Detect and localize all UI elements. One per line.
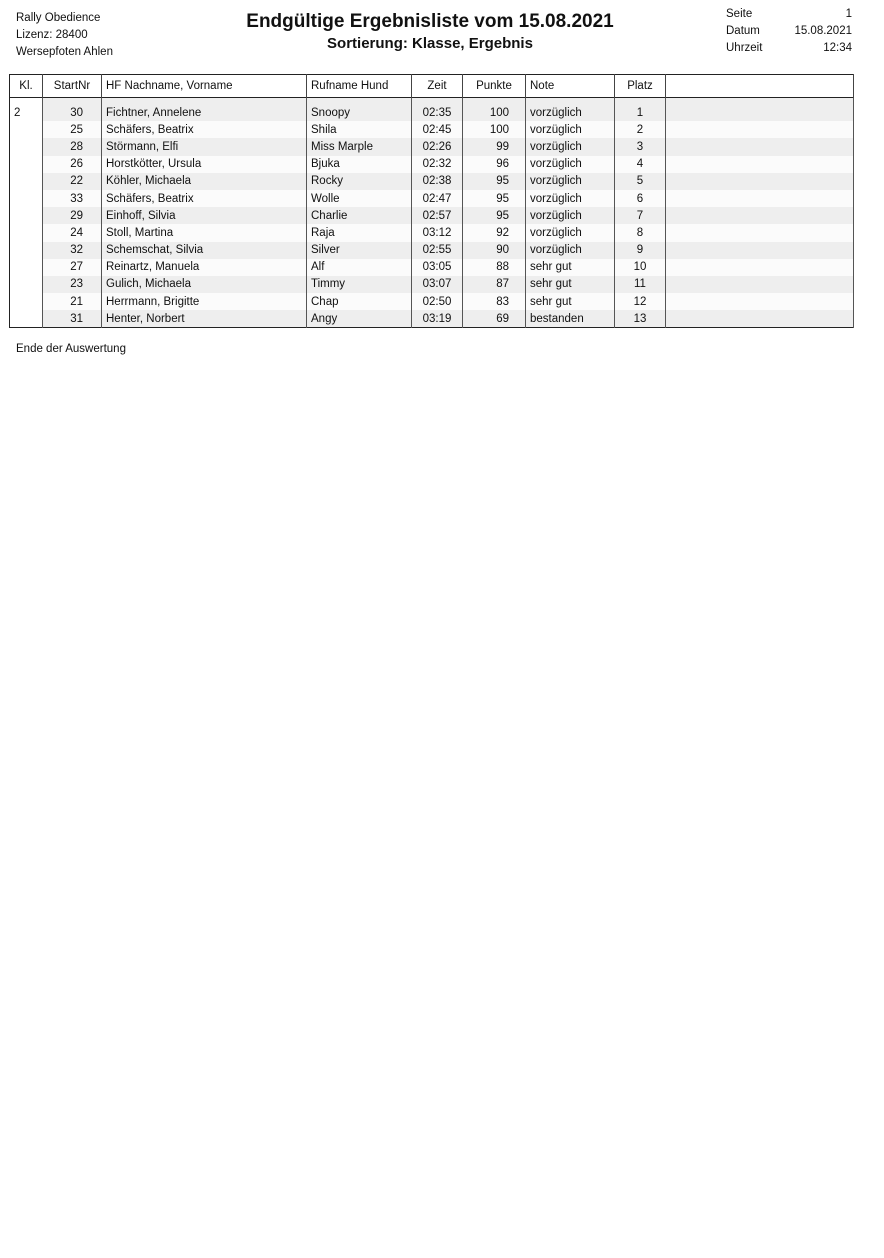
startnr-cell: 25 (43, 121, 102, 138)
empty-cell (666, 190, 854, 207)
meta-value: 15.08.2021 (794, 25, 852, 37)
place-cell: 11 (615, 276, 666, 293)
startnr-cell: 26 (43, 156, 102, 173)
empty-cell (666, 242, 854, 259)
table-row (10, 259, 854, 276)
place-cell: 9 (615, 242, 666, 259)
points-cell: 99 (463, 138, 526, 155)
empty-cell (666, 121, 854, 138)
table-row (10, 242, 854, 259)
title-block (200, 10, 660, 54)
handler-cell: Einhoff, Silvia (102, 207, 307, 224)
col-header-empty (666, 75, 854, 98)
meta-row-time (726, 40, 852, 57)
empty-cell (666, 207, 854, 224)
club-line: Wersepfoten Ahlen (16, 46, 113, 58)
empty-cell (666, 173, 854, 190)
dog-cell: Snoopy (307, 98, 412, 122)
note-cell: vorzüglich (526, 224, 615, 241)
dog-cell: Timmy (307, 276, 412, 293)
handler-cell: Köhler, Michaela (102, 173, 307, 190)
place-cell: 7 (615, 207, 666, 224)
note-cell: vorzüglich (526, 138, 615, 155)
time-cell: 02:47 (412, 190, 463, 207)
table-header-row (10, 75, 854, 98)
place-cell: 12 (615, 293, 666, 310)
col-header-points: Punkte (463, 75, 526, 98)
table-row (10, 156, 854, 173)
table-row (10, 224, 854, 241)
place-cell: 1 (615, 98, 666, 122)
points-cell: 87 (463, 276, 526, 293)
points-cell: 88 (463, 259, 526, 276)
time-cell: 02:57 (412, 207, 463, 224)
dog-cell: Angy (307, 310, 412, 328)
dog-cell: Charlie (307, 207, 412, 224)
class-cell (10, 173, 43, 190)
class-cell (10, 224, 43, 241)
points-cell: 90 (463, 242, 526, 259)
end-of-report: Ende der Auswertung (16, 343, 126, 355)
dog-cell: Shila (307, 121, 412, 138)
col-header-startnr: StartNr (43, 75, 102, 98)
points-cell: 69 (463, 310, 526, 328)
note-cell: vorzüglich (526, 121, 615, 138)
note-cell: vorzüglich (526, 173, 615, 190)
page-title: Endgültige Ergebnisliste vom 15.08.2021 (246, 11, 614, 32)
note-cell: vorzüglich (526, 156, 615, 173)
table-row (10, 310, 854, 328)
class-cell (10, 310, 43, 328)
dog-cell: Rocky (307, 173, 412, 190)
class-cell (10, 138, 43, 155)
time-cell: 02:32 (412, 156, 463, 173)
meta-block (726, 6, 852, 57)
note-cell: bestanden (526, 310, 615, 328)
startnr-cell: 29 (43, 207, 102, 224)
table-row (10, 138, 854, 155)
class-cell (10, 293, 43, 310)
results-table (9, 74, 854, 328)
handler-cell: Stoll, Martina (102, 224, 307, 241)
class-cell (10, 259, 43, 276)
results-body (10, 98, 854, 328)
empty-cell (666, 259, 854, 276)
class-cell (10, 276, 43, 293)
class-cell (10, 156, 43, 173)
note-cell: vorzüglich (526, 242, 615, 259)
meta-label: Uhrzeit (726, 42, 763, 54)
place-cell: 8 (615, 224, 666, 241)
empty-cell (666, 276, 854, 293)
empty-cell (666, 293, 854, 310)
startnr-cell: 31 (43, 310, 102, 328)
time-cell: 02:45 (412, 121, 463, 138)
organizer-line: Rally Obedience (16, 12, 101, 24)
time-cell: 03:12 (412, 224, 463, 241)
time-cell: 02:35 (412, 98, 463, 122)
time-cell: 03:19 (412, 310, 463, 328)
handler-cell: Gulich, Michaela (102, 276, 307, 293)
dog-cell: Silver (307, 242, 412, 259)
points-cell: 95 (463, 190, 526, 207)
empty-cell (666, 224, 854, 241)
dog-cell: Miss Marple (307, 138, 412, 155)
class-cell: 2 (10, 98, 43, 122)
meta-label: Seite (726, 8, 753, 20)
points-cell: 96 (463, 156, 526, 173)
points-cell: 95 (463, 207, 526, 224)
time-cell: 03:05 (412, 259, 463, 276)
empty-cell (666, 310, 854, 328)
handler-cell: Schäfers, Beatrix (102, 190, 307, 207)
points-cell: 100 (463, 98, 526, 122)
handler-cell: Reinartz, Manuela (102, 259, 307, 276)
empty-cell (666, 156, 854, 173)
class-cell (10, 207, 43, 224)
meta-label: Datum (726, 25, 760, 37)
dog-cell: Chap (307, 293, 412, 310)
dog-cell: Alf (307, 259, 412, 276)
license-line: Lizenz: 28400 (16, 29, 88, 41)
startnr-cell: 27 (43, 259, 102, 276)
startnr-cell: 23 (43, 276, 102, 293)
note-cell: vorzüglich (526, 190, 615, 207)
note-cell: sehr gut (526, 293, 615, 310)
meta-value: 12:34 (823, 42, 852, 54)
handler-cell: Herrmann, Brigitte (102, 293, 307, 310)
meta-row-date (726, 23, 852, 40)
table-row (10, 173, 854, 190)
handler-cell: Henter, Norbert (102, 310, 307, 328)
note-cell: vorzüglich (526, 98, 615, 122)
col-header-time: Zeit (412, 75, 463, 98)
time-cell: 02:38 (412, 173, 463, 190)
startnr-cell: 21 (43, 293, 102, 310)
startnr-cell: 28 (43, 138, 102, 155)
startnr-cell: 24 (43, 224, 102, 241)
dog-cell: Bjuka (307, 156, 412, 173)
points-cell: 92 (463, 224, 526, 241)
time-cell: 02:26 (412, 138, 463, 155)
col-header-handler: HF Nachname, Vorname (102, 75, 307, 98)
time-cell: 03:07 (412, 276, 463, 293)
place-cell: 3 (615, 138, 666, 155)
table-row (10, 207, 854, 224)
meta-row-page (726, 6, 852, 23)
place-cell: 2 (615, 121, 666, 138)
empty-cell (666, 138, 854, 155)
time-cell: 02:50 (412, 293, 463, 310)
startnr-cell: 32 (43, 242, 102, 259)
note-cell: sehr gut (526, 276, 615, 293)
points-cell: 100 (463, 121, 526, 138)
table-row (10, 276, 854, 293)
startnr-cell: 22 (43, 173, 102, 190)
col-header-place: Platz (615, 75, 666, 98)
table-row (10, 293, 854, 310)
empty-cell (666, 98, 854, 122)
time-cell: 02:55 (412, 242, 463, 259)
startnr-cell: 33 (43, 190, 102, 207)
handler-cell: Fichtner, Annelene (102, 98, 307, 122)
handler-cell: Schemschat, Silvia (102, 242, 307, 259)
place-cell: 10 (615, 259, 666, 276)
points-cell: 95 (463, 173, 526, 190)
meta-value: 1 (845, 8, 852, 20)
points-cell: 83 (463, 293, 526, 310)
col-header-dog: Rufname Hund (307, 75, 412, 98)
place-cell: 4 (615, 156, 666, 173)
note-cell: vorzüglich (526, 207, 615, 224)
handler-cell: Schäfers, Beatrix (102, 121, 307, 138)
place-cell: 13 (615, 310, 666, 328)
dog-cell: Raja (307, 224, 412, 241)
place-cell: 6 (615, 190, 666, 207)
handler-cell: Horstkötter, Ursula (102, 156, 307, 173)
table-row (10, 98, 854, 122)
col-header-note: Note (526, 75, 615, 98)
table-row (10, 121, 854, 138)
class-cell (10, 242, 43, 259)
class-cell (10, 190, 43, 207)
col-header-class: Kl. (10, 75, 43, 98)
table-row (10, 190, 854, 207)
note-cell: sehr gut (526, 259, 615, 276)
place-cell: 5 (615, 173, 666, 190)
page-subtitle: Sortierung: Klasse, Ergebnis (327, 35, 533, 52)
organizer-block (16, 10, 113, 61)
class-cell (10, 121, 43, 138)
startnr-cell: 30 (43, 98, 102, 122)
handler-cell: Störmann, Elfi (102, 138, 307, 155)
dog-cell: Wolle (307, 190, 412, 207)
